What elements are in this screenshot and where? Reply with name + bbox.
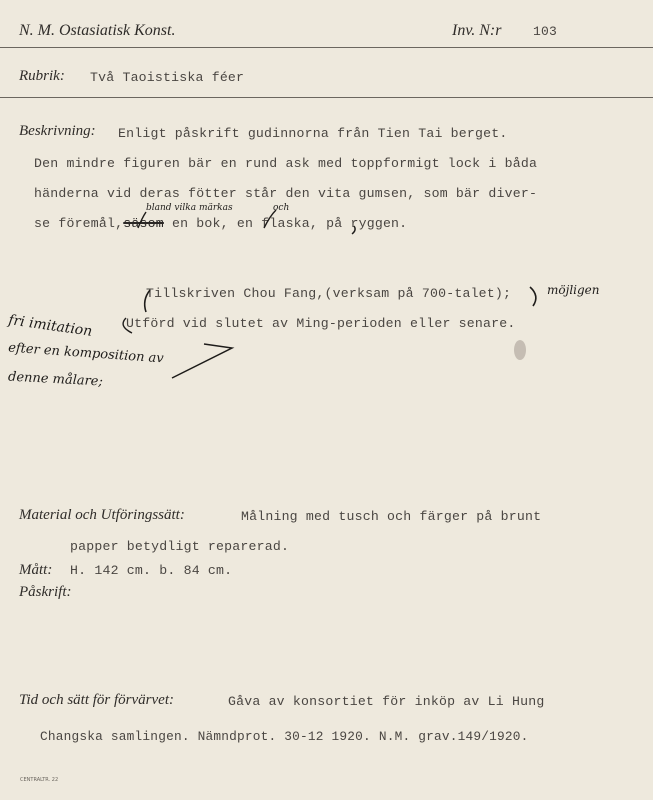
paskrift-label: Påskrift: [19,584,72,600]
material-label: Material och Utföringssätt: [19,507,185,523]
margin-note-line-3: denne målare; [7,369,104,390]
handwritten-insert-2: och [273,203,290,213]
line-4-struck-word: säsom [123,216,164,231]
inventory-number: 103 [533,24,558,39]
material-line-2: papper betydligt reparerad. [70,539,290,554]
line-4-start: se föremål, [34,216,124,231]
forvarvet-line-1: Gåva av konsortiet för inköp av Li Hung [228,694,545,709]
attribution-line-2: Utförd vid slutet av Ming-perioden eller senare. [126,316,516,331]
line-4-mid: en bok, [171,216,229,231]
margin-note-line-2: efter en komposition av [7,340,165,367]
attribution-text: Tillskriven Chou Fang, [146,286,325,301]
margin-note-line-1: fri imitation [7,312,94,340]
forvarvet-line-2: Changska samlingen. Nämndprot. 30-12 1920. N.M. grav.149/1920. [40,729,529,744]
matt-label: Mått: [19,562,53,578]
handwritten-insert-1: bland vilka märkas [146,203,233,213]
printer-mark: CENTRALTR. 22 [20,777,59,783]
line-4-end: en flaska, på ryggen. [236,216,408,231]
rubrik-label: Rubrik: [19,68,65,84]
inventory-label: Inv. N:r [452,22,502,39]
material-line-1: Målning med tusch och färger på brunt [241,509,542,524]
beskrivning-label: Beskrivning: [19,123,96,139]
beskrivning-line-1: Enligt påskrift gudinnorna från Tien Tai berget. [118,126,508,141]
matt-value: H. 142 cm. b. 84 cm. [70,563,233,578]
attribution-paren: (verksam på 700-talet); [324,286,512,301]
beskrivning-line-3: händerna vid deras fötter står den vita gumsen, som bär diver- [34,186,538,201]
handwritten-possibly: möjligen [547,283,600,297]
forvarvet-label: Tid och sätt för förvärvet: [19,692,174,708]
beskrivning-line-2: Den mindre figuren bär en rund ask med toppformigt lock i båda [34,156,538,171]
institution-heading: N. M. Ostasiatisk Konst. [19,22,176,39]
rubrik-value: Två Taoistiska féer [90,70,245,85]
